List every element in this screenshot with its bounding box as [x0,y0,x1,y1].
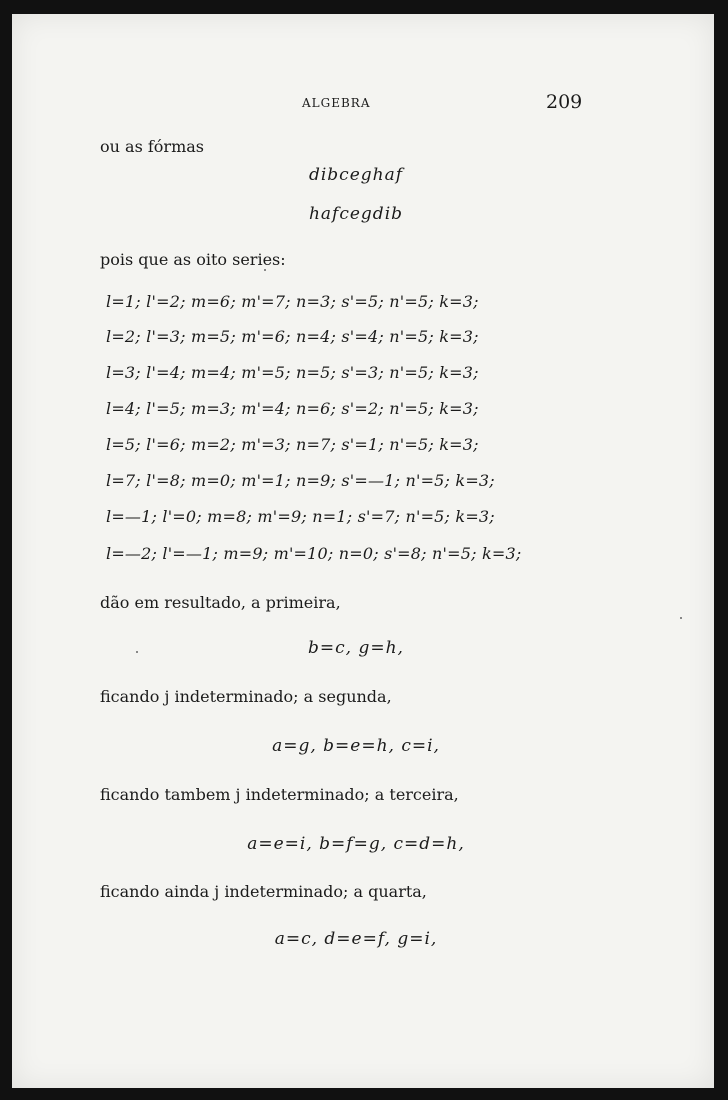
paragraph-4: ficando ainda j indeterminado; a quarta, [100,882,427,901]
series-row: l=2; l'=3; m=5; m'=6; n=4; s'=4; n'=5; k=3; [106,327,479,346]
page-number: 209 [546,91,583,113]
intro-text: ou as fórmas [100,137,204,156]
series-row: l=—2; l'=—1; m=9; m'=10; n=0; s'=8; n'=5; k=3; [106,544,522,563]
print-speck [680,617,682,619]
print-speck [136,651,138,653]
result-1: b=c, g=h, [308,638,404,658]
scanned-page [12,14,714,1088]
paragraph-2: ficando j indeterminado; a segunda, [100,687,392,706]
page-header-title: ALGEBRA [302,96,371,110]
series-row: l=—1; l'=0; m=8; m'=9; n=1; s'=7; n'=5; k=3; [106,507,495,526]
print-speck [264,269,266,271]
result-4: a=c, d=e=f, g=i, [274,929,438,949]
result-2: a=g, b=e=h, c=i, [272,736,440,756]
series-row: l=3; l'=4; m=4; m'=5; n=5; s'=3; n'=5; k=3; [106,363,479,382]
paragraph-3: ficando tambem j indeterminado; a terceira, [100,785,459,804]
series-row: l=7; l'=8; m=0; m'=1; n=9; s'=—1; n'=5; k=3; [106,471,495,490]
series-row: l=1; l'=2; m=6; m'=7; n=3; s'=5; n'=5; k=3; [106,292,479,311]
series-intro: pois que as oito series: [100,250,286,269]
result-3: a=e=i, b=f=g, c=d=h, [247,834,465,854]
formula-1: dibceghaf [308,165,404,185]
result-intro: dão em resultado, a primeira, [100,593,341,612]
series-row: l=5; l'=6; m=2; m'=3; n=7; s'=1; n'=5; k=3; [106,435,479,454]
formula-2: hafcegdib [308,204,404,224]
series-row: l=4; l'=5; m=3; m'=4; n=6; s'=2; n'=5; k=3; [106,399,479,418]
